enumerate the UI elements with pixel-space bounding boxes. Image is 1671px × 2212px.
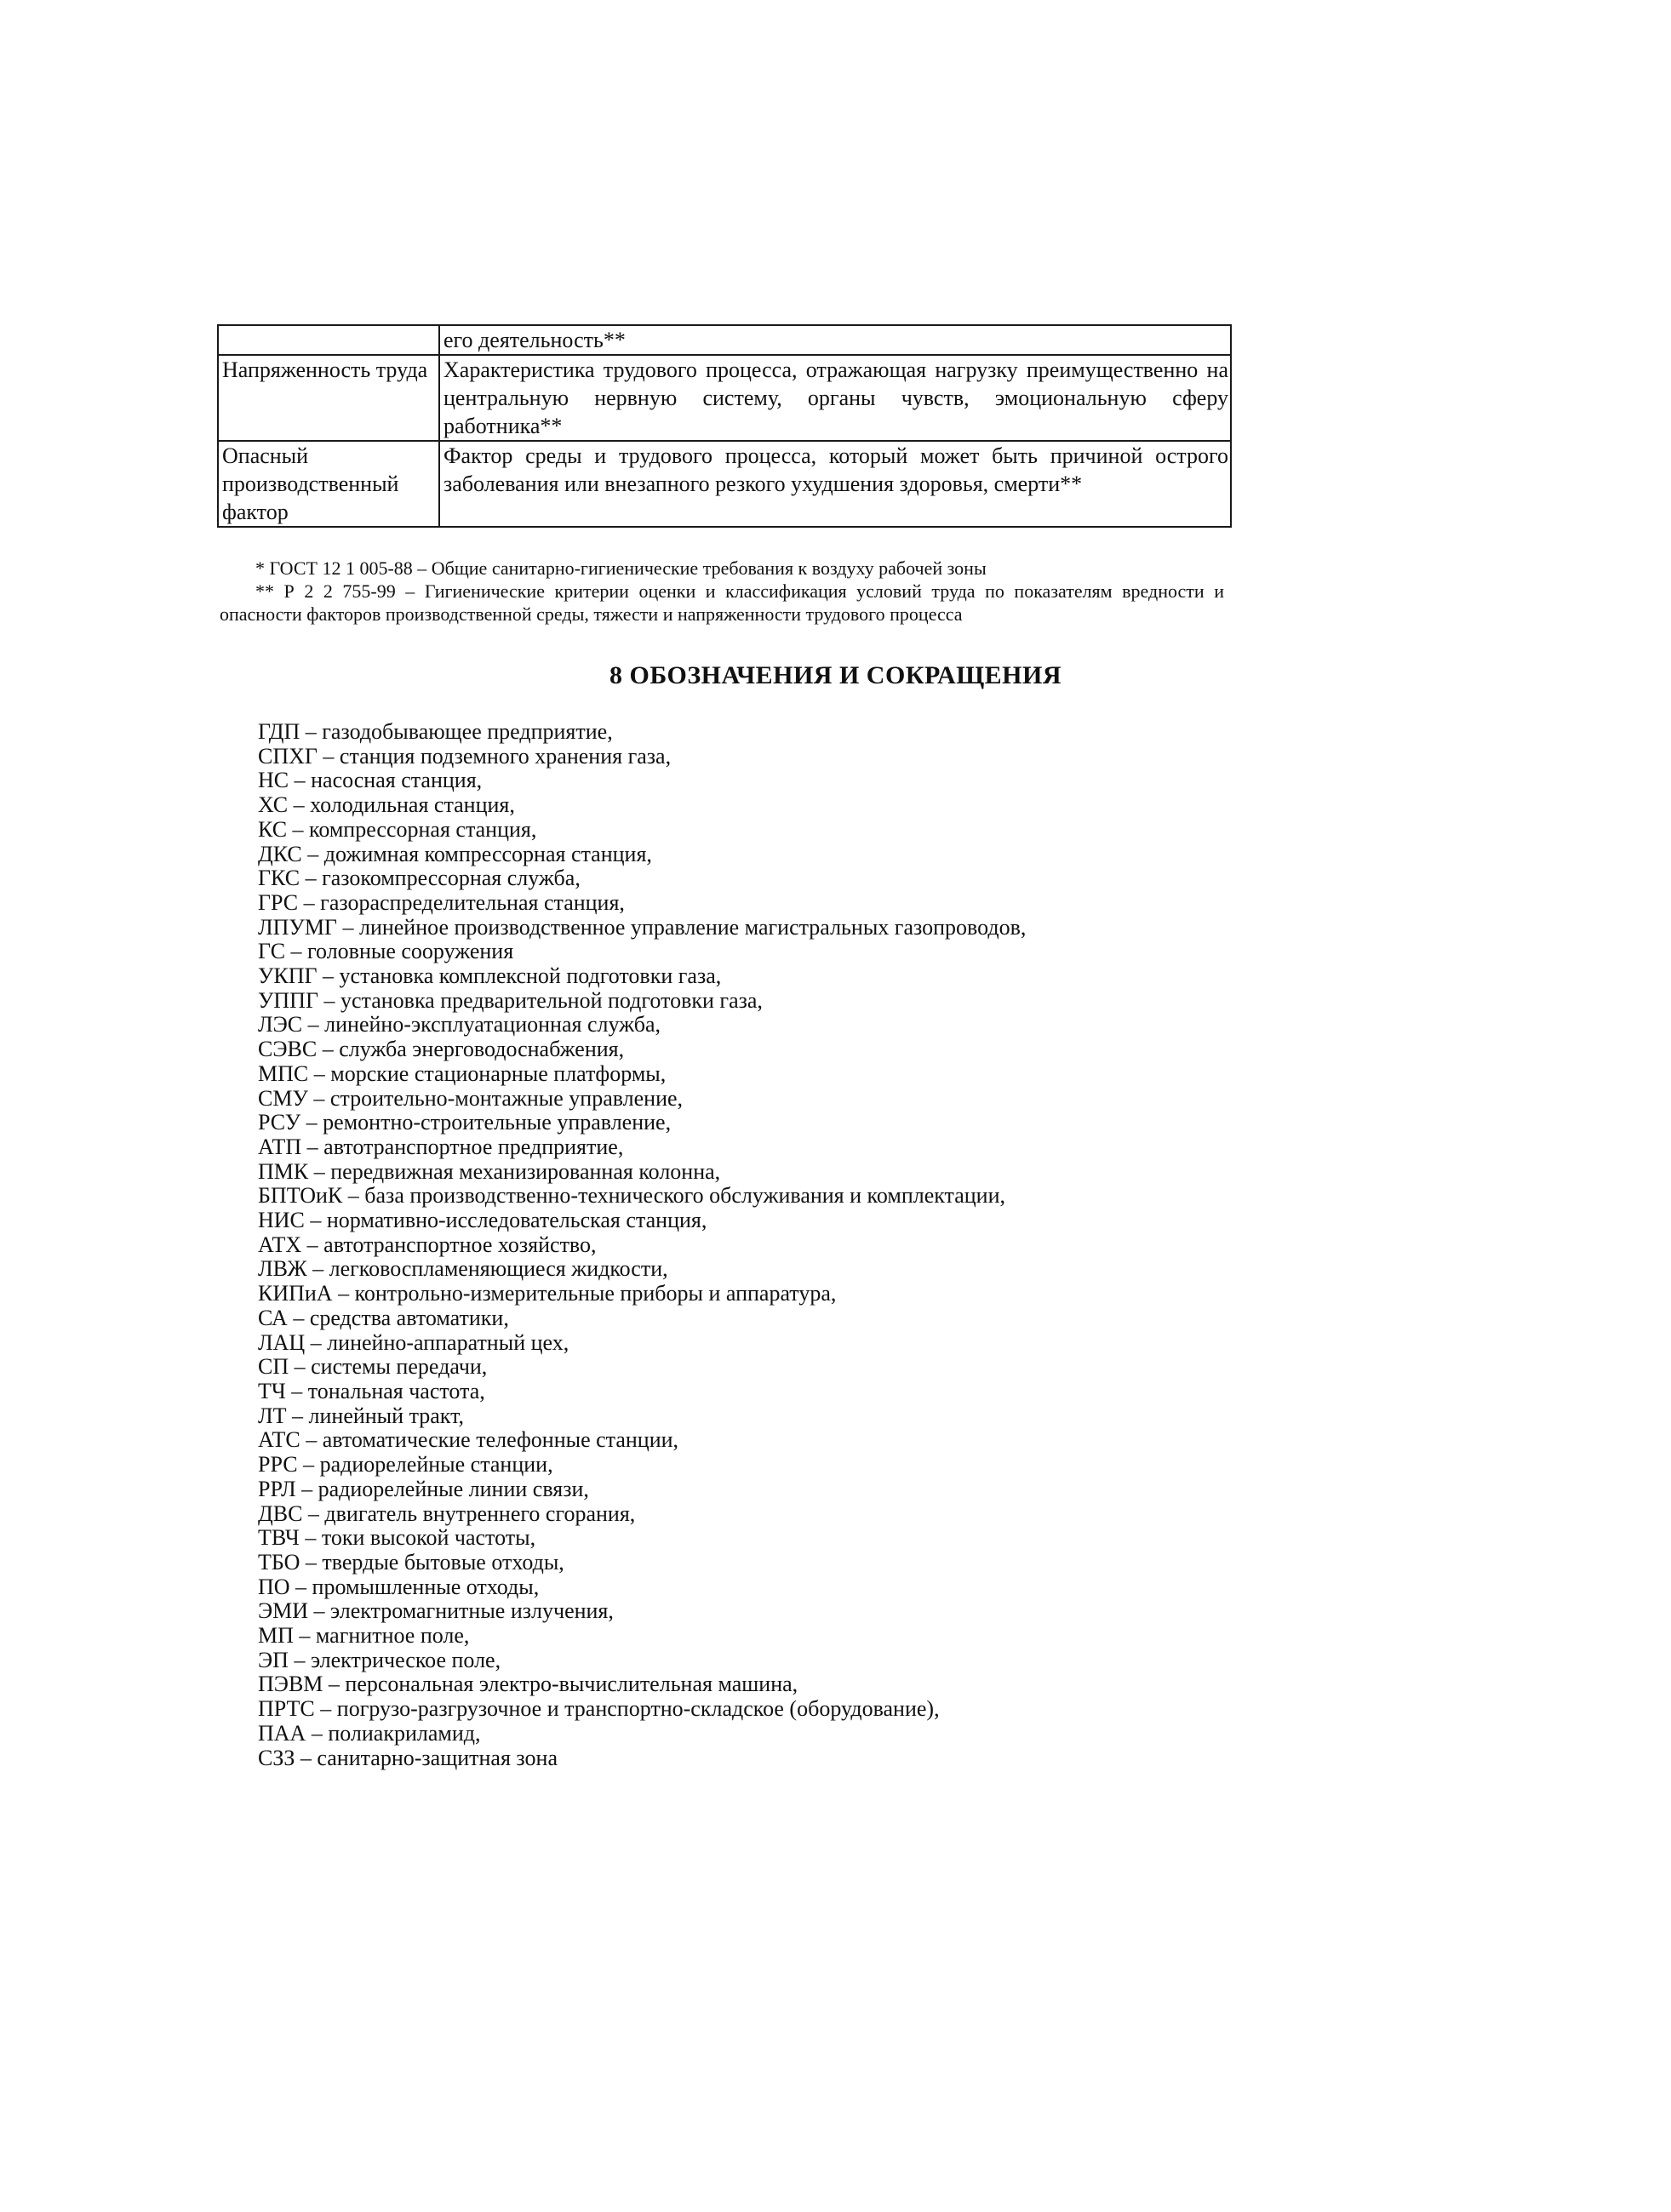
list-item: НС – насосная станция,: [258, 768, 483, 793]
list-item: СЭВС – служба энерговодоснабжения,: [258, 1037, 625, 1062]
list-item: АТС – автоматические телефонные станции,: [258, 1427, 679, 1453]
list-item: ГС – головные сооружения: [258, 939, 514, 964]
list-item: ПМК – передвижная механизированная колонна,: [258, 1158, 721, 1184]
list-item: МП – магнитное поле,: [258, 1623, 470, 1649]
table-term-cell: Опасный производственный фактор: [218, 441, 439, 527]
list-item: СП – системы передачи,: [258, 1354, 488, 1380]
list-item: СЗЗ – санитарно-защитная зона: [258, 1745, 558, 1770]
definitions-table: [217, 324, 1232, 528]
list-item: ХС – холодильная станция,: [258, 792, 515, 818]
list-item: ГКС – газокомпрессорная служба,: [258, 866, 581, 891]
list-item: ПАА – полиакриламид,: [258, 1720, 481, 1746]
list-item: ПРТС – погрузо-разгрузочное и транспортно-складское (оборудование),: [258, 1696, 940, 1722]
list-item: НИС – нормативно-исследовательская станция,: [258, 1208, 707, 1233]
list-item: ДКС – дожимная компрессорная станция,: [258, 841, 652, 866]
list-item: ПО – промышленные отходы,: [258, 1574, 540, 1599]
table-row: [218, 441, 1231, 527]
table-term-cell: Напряженность труда: [218, 355, 439, 441]
table-term-cell: [218, 325, 439, 355]
list-item: ТБО – твердые бытовые отходы,: [258, 1549, 564, 1575]
list-item: УКПГ – установка комплексной подготовки газа,: [258, 963, 722, 989]
footnote-2: ** Р 2 2 755-99 – Гигиенические критерии оценки и классификация условий труда по показателям вредности и опасности факторов производственной среды, тяжести и напряженности трудового процесса: [220, 580, 1224, 625]
list-item: ЭП – электрическое поле,: [258, 1647, 501, 1672]
list-item: БПТОиК – база производственно-технического обслуживания и комплектации,: [258, 1183, 1006, 1209]
list-item: ЛЭС – линейно-эксплуатационная служба,: [258, 1012, 661, 1037]
list-item: СА – средства автоматики,: [258, 1305, 509, 1330]
list-item: ТВЧ – токи высокой частоты,: [258, 1525, 536, 1551]
list-item: РРЛ – радиорелейные линии связи,: [258, 1476, 589, 1501]
list-item: УППГ – установка предварительной подготовки газа,: [258, 987, 763, 1013]
list-item: ГРС – газораспределительная станция,: [258, 889, 625, 915]
list-item: ТЧ – тональная частота,: [258, 1378, 485, 1403]
list-item: МПС – морские стационарные платформы,: [258, 1060, 667, 1086]
table-definition-cell: Характеристика трудового процесса, отражающая нагрузку преимущественно на центральную нервную систему, органы чувств, эмоциональную сферу работника**: [439, 355, 1231, 441]
list-item: ЭМИ – электромагнитные излучения,: [258, 1598, 614, 1624]
section-heading: 8 ОБОЗНАЧЕНИЯ И СОКРАЩЕНИЯ: [609, 661, 1062, 689]
table-definition-cell: Фактор среды и трудового процесса, который может быть причиной острого заболевания или внезапного резкого ухудшения здоровья, смерти**: [439, 441, 1231, 527]
list-item: ЛВЖ – легковоспламеняющиеся жидкости,: [258, 1256, 668, 1282]
list-item: АТХ – автотранспортное хозяйство,: [258, 1232, 597, 1257]
table-definition-cell: его деятельность**: [439, 325, 1231, 355]
list-item: ЛАЦ – линейно-аппаратный цех,: [258, 1329, 569, 1355]
table-row: [218, 355, 1231, 441]
list-item: ДВС – двигатель внутреннего сгорания,: [258, 1500, 636, 1526]
list-item: ПЭВМ – персональная электро-вычислительная машина,: [258, 1672, 798, 1697]
list-item: ЛПУМГ – линейное производственное управление магистральных газопроводов,: [258, 914, 1027, 940]
list-item: РСУ – ремонтно-строительные управление,: [258, 1110, 672, 1135]
list-item: ГДП – газодобывающее предприятие,: [258, 719, 613, 744]
list-item: КС – компрессорная станция,: [258, 816, 537, 842]
list-item: СПХГ – станция подземного хранения газа,: [258, 743, 672, 769]
footnotes: [220, 557, 1224, 626]
list-item: РРС – радиорелейные станции,: [258, 1452, 553, 1478]
table-row: [218, 325, 1231, 355]
abbreviations-list: [258, 720, 1026, 1770]
list-item: СМУ – строительно-монтажные управление,: [258, 1085, 684, 1111]
list-item: АТП – автотранспортное предприятие,: [258, 1134, 624, 1159]
list-item: ЛТ – линейный тракт,: [258, 1403, 464, 1428]
footnote-1: * ГОСТ 12 1 005-88 – Общие санитарно-гигиенические требования к воздуху рабочей зоны: [255, 557, 987, 579]
list-item: КИПиА – контрольно-измерительные приборы и аппаратура,: [258, 1281, 837, 1306]
